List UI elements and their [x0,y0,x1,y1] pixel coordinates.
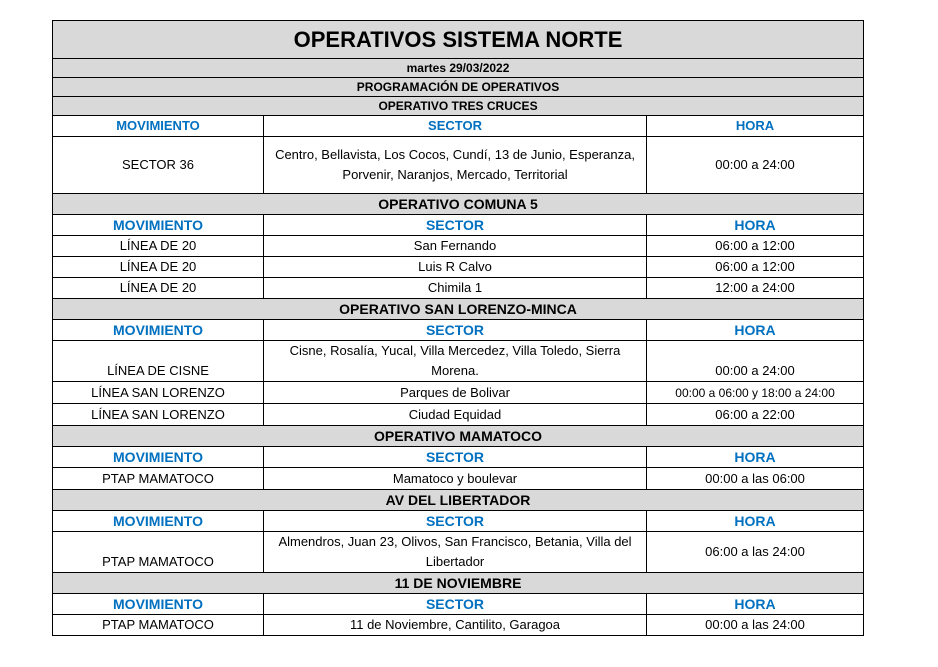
sector-cell: Parques de Bolivar [264,382,647,404]
header-hora: HORA [647,320,864,341]
section-title: OPERATIVO COMUNA 5 [53,194,864,215]
header-movimiento: MOVIMIENTO [53,215,264,236]
table-row [53,532,864,573]
header-movimiento: MOVIMIENTO [53,320,264,341]
header-sector: SECTOR [264,320,647,341]
section-title: 11 DE NOVIEMBRE [53,573,864,594]
sector-cell: Ciudad Equidad [264,404,647,426]
header-hora: HORA [647,447,864,468]
table-row [53,257,864,278]
sector-cell: Centro, Bellavista, Los Cocos, Cundí, 13 de Junio, Esperanza, Porvenir, Naranjos, Mercado, Territorial [264,137,647,194]
header-movimiento: MOVIMIENTO [53,594,264,615]
page-title: OPERATIVOS SISTEMA NORTE [53,21,864,59]
hora-cell: 00:00 a 24:00 [647,137,864,194]
sector-cell: Chimila 1 [264,278,647,299]
sector-cell: Cisne, Rosalía, Yucal, Villa Mercedez, Villa Toledo, Sierra Morena. [264,341,647,382]
header-hora: HORA [647,594,864,615]
movimiento-cell: PTAP MAMATOCO [53,468,264,490]
movimiento-cell: LÍNEA SAN LORENZO [53,382,264,404]
program-label: PROGRAMACIÓN DE OPERATIVOS [53,78,864,97]
hora-cell: 06:00 a 12:00 [647,236,864,257]
header-sector: SECTOR [264,215,647,236]
hora-cell: 12:00 a 24:00 [647,278,864,299]
sector-cell: Mamatoco y boulevar [264,468,647,490]
header-hora: HORA [647,511,864,532]
header-hora: HORA [647,116,864,137]
header-hora: HORA [647,215,864,236]
schedule-table [52,20,864,636]
hora-cell: 06:00 a 12:00 [647,257,864,278]
movimiento-cell: LÍNEA DE 20 [53,236,264,257]
section-title: OPERATIVO MAMATOCO [53,426,864,447]
header-movimiento: MOVIMIENTO [53,447,264,468]
table-row [53,236,864,257]
movimiento-cell: LÍNEA DE CISNE [53,341,264,382]
section-title: AV DEL LIBERTADOR [53,490,864,511]
hora-cell: 00:00 a las 24:00 [647,615,864,636]
table-row [53,278,864,299]
sector-cell: Luis R Calvo [264,257,647,278]
movimiento-cell: LÍNEA SAN LORENZO [53,404,264,426]
header-movimiento: MOVIMIENTO [53,116,264,137]
header-sector: SECTOR [264,116,647,137]
table-row [53,341,864,382]
sector-cell: Almendros, Juan 23, Olivos, San Francisco, Betania, Villa del Libertador [264,532,647,573]
hora-cell: 06:00 a las 24:00 [647,532,864,573]
table-row [53,404,864,426]
schedule-sheet [52,20,863,636]
movimiento-cell: PTAP MAMATOCO [53,532,264,573]
header-sector: SECTOR [264,594,647,615]
hora-cell: 00:00 a las 06:00 [647,468,864,490]
table-row [53,382,864,404]
hora-cell: 00:00 a 06:00 y 18:00 a 24:00 [647,382,864,404]
table-row [53,468,864,490]
header-movimiento: MOVIMIENTO [53,511,264,532]
movimiento-cell: LÍNEA DE 20 [53,257,264,278]
sector-cell: 11 de Noviembre, Cantilito, Garagoa [264,615,647,636]
date-label: martes 29/03/2022 [53,59,864,78]
table-row [53,137,864,194]
header-sector: SECTOR [264,511,647,532]
movimiento-cell: LÍNEA DE 20 [53,278,264,299]
table-row [53,615,864,636]
sector-cell: San Fernando [264,236,647,257]
movimiento-cell: SECTOR 36 [53,137,264,194]
section-title: OPERATIVO TRES CRUCES [53,97,864,116]
movimiento-cell: PTAP MAMATOCO [53,615,264,636]
hora-cell: 06:00 a 22:00 [647,404,864,426]
header-sector: SECTOR [264,447,647,468]
hora-cell: 00:00 a 24:00 [647,341,864,382]
section-title: OPERATIVO SAN LORENZO-MINCA [53,299,864,320]
